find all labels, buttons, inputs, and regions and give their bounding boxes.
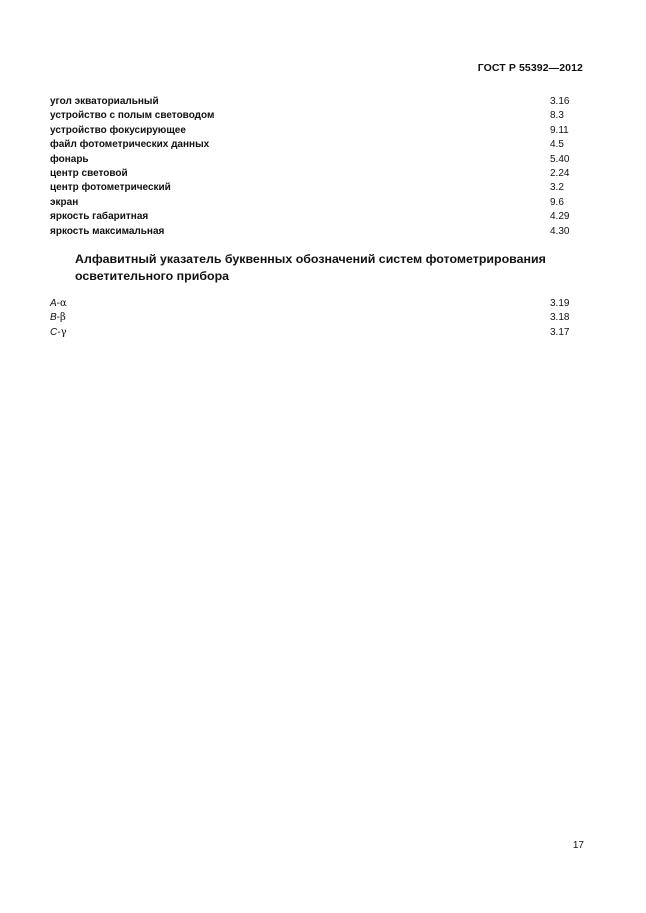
list-item (50, 124, 583, 138)
symbol-greek: -α (56, 298, 67, 309)
term-label: устройство фокусирующее (50, 124, 186, 136)
symbol-label (50, 311, 66, 325)
term-reference: 3.2 (550, 182, 564, 194)
list-item (50, 167, 583, 181)
list-item (50, 95, 583, 109)
term-label: центр световой (50, 167, 128, 179)
symbol-latin: B (50, 312, 57, 324)
symbol-reference: 3.19 (550, 298, 570, 309)
symbol-reference: 3.18 (550, 312, 570, 324)
term-label: экран (50, 196, 79, 208)
term-reference: 9.11 (550, 124, 569, 136)
section-heading: Алфавитный указатель буквенных обозначений систем фотометрирования осветительного прибора (75, 252, 546, 283)
symbol-label (50, 326, 67, 340)
term-reference: 3.16 (550, 96, 570, 107)
term-label: фонарь (50, 153, 89, 165)
term-reference: 9.6 (550, 196, 564, 208)
term-reference: 2.24 (550, 167, 570, 179)
term-reference: 8.3 (550, 110, 564, 122)
term-reference: 4.30 (550, 225, 570, 237)
page-number: 17 (572, 840, 584, 851)
term-label: файл фотометрических данных (50, 139, 210, 151)
symbol-latin: A (50, 298, 57, 309)
symbol-greek: -β (56, 312, 66, 324)
list-item (50, 196, 583, 210)
term-label: яркость максимальная (50, 225, 165, 237)
list-item (50, 326, 583, 340)
term-reference: 5.40 (550, 153, 570, 165)
list-item (50, 297, 583, 311)
list-item (50, 210, 583, 224)
list-item (50, 181, 583, 195)
symbol-label (50, 297, 67, 311)
term-index-list (50, 95, 583, 239)
term-reference: 4.29 (550, 211, 570, 223)
list-item (50, 225, 583, 239)
symbol-reference: 3.17 (550, 326, 570, 338)
term-label: центр фотометрический (50, 182, 171, 194)
document-standard-number: ГОСТ Р 55392—2012 (477, 62, 583, 74)
symbol-latin: C (50, 326, 58, 338)
list-item (50, 311, 583, 325)
term-reference: 4.5 (550, 139, 564, 151)
term-label: яркость габаритная (50, 211, 149, 223)
term-label: угол экваториальный (50, 96, 159, 107)
list-item (50, 153, 583, 167)
list-item (50, 138, 583, 152)
symbol-index-list (50, 297, 583, 340)
term-label: устройство с полым световодом (50, 110, 215, 122)
symbol-greek: -γ (57, 326, 67, 338)
list-item (50, 109, 583, 123)
